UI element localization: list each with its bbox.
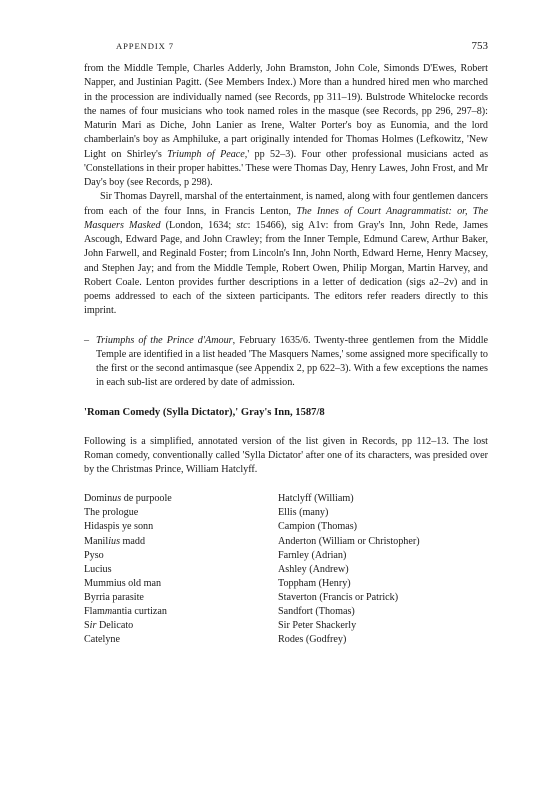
paragraph-3: Following is a simplified, annotated version of the list given in Records, pp 112–13. The lost Roman comedy, conventionally called 'Sylla Dictator' after one of its characters, was presided over by the Christmas Prince, William Hatclyff. bbox=[84, 435, 488, 475]
actor-row: Anderton (William or Christopher) bbox=[278, 535, 420, 547]
role-row: Catelyne bbox=[84, 634, 120, 646]
p2-text: Sir Thomas Dayrell, marshal of the entertainment, is named, along with four gentlemen dancers from each of the four Inns, in Francis Lenton, bbox=[84, 191, 488, 217]
p1-title: Triumph of Peace, bbox=[167, 148, 248, 160]
actor-row: Ashley (Andrew) bbox=[278, 563, 349, 575]
actor-row: Sir Peter Shackerly bbox=[278, 620, 357, 632]
role-row: Manilius madd bbox=[84, 535, 146, 547]
role-row: Pyso bbox=[84, 549, 104, 561]
role-row: Hidaspis ye sonn bbox=[84, 521, 154, 533]
role-row: Sir Delicato bbox=[84, 620, 134, 632]
role-row: Lucius bbox=[84, 563, 112, 575]
actor-row: Sandfort (Thomas) bbox=[278, 606, 355, 617]
paragraph-1 bbox=[84, 62, 488, 190]
paragraph-2 bbox=[84, 190, 488, 318]
bullet-title: Triumphs of the Prince d'Amour bbox=[96, 334, 233, 346]
actor-row: Staverton (Francis or Patrick) bbox=[278, 591, 399, 603]
role-row: Mummius old man bbox=[84, 577, 162, 589]
actor-row: Ellis (many) bbox=[278, 507, 329, 519]
p1-text: from the Middle Temple, Charles Adderly, John Bramston, John Cole, Simonds D'Ewes, Robert Napper, and Justinian Pagitt. (See Members Index.) More than a hundred hired men who marched in the procession are individually named (see Records, pp 311–19). Bulstrode Whitelocke records the names of four musicians who took named roles in the masque (see Records, pp 296, 297–8): Maturin Mari as Diche, John Lanier as Irene, Walter Porter's boy as Eunomia, and the lord chamberlain's boy as Amphiluke, a part originally intended for Thomas Holmes (Lefkowitz, 'New Light on Shirley's bbox=[84, 63, 488, 160]
bullet-text: , February 1635/6. Twenty-three gentlemen from the Middle Temple are identified in a list headed 'The Masquers Names,' some assigned more specifically to the first or the second antimasque (see Appendix 2, pp 622–3). With a few exceptions the names in each sub-list are ordered by date of admission. bbox=[96, 334, 488, 389]
page-number: 753 bbox=[471, 40, 488, 52]
page bbox=[84, 40, 488, 647]
role-row: Byrria parasite bbox=[84, 591, 144, 603]
cast-list bbox=[84, 492, 488, 647]
role-row: Flammantia curtizan bbox=[84, 606, 167, 617]
section-label: APPENDIX 7 bbox=[116, 41, 174, 51]
actor-row: Campion (Thomas) bbox=[278, 521, 358, 533]
section-heading: 'Roman Comedy (Sylla Dictator),' Gray's Inn, 1587/8 bbox=[84, 406, 325, 418]
role-row: Dominus de purpoole bbox=[84, 493, 172, 505]
p1-end: ' pp 52–3). Four other professional musicians acted as 'Constellations in their proper habittes.' These were Thomas Day, Henry Lawes, John Frost, and Mr Day's boy (see Records, p 298). bbox=[84, 148, 489, 188]
actor-row: Rodes (Godfrey) bbox=[278, 634, 347, 646]
role-row: The prologue bbox=[84, 507, 139, 519]
dash-marker: – bbox=[84, 334, 90, 346]
p2-end: : 15466), sig A1v: from Gray's Inn, John Rede, James Ascough, Edward Page, and John Crawley; from the Inner Temple, Edmund Carew, Arthur Baker, John Farwell, and Reginald Foster; from Lincoln's Inn, John North, Edward Herne, Henry Macsey, and Stephen Jay; and from the Middle Temple, Robert Owen, Philip Morgan, Martin Harvey, and Robert Coale. Lenton provides further descriptions in a letter of dedication (sigs a2–2v) and in poems addressed to each of the sixteen participants. The editors refer readers directly to this imprint. bbox=[84, 219, 488, 317]
bullet-item bbox=[84, 334, 488, 391]
actors-column bbox=[278, 492, 488, 647]
actor-row: Farnley (Adrian) bbox=[278, 549, 347, 561]
p2-stc: stc bbox=[236, 219, 248, 231]
roles-column bbox=[84, 492, 278, 647]
actor-row: Hatclyff (William) bbox=[278, 493, 354, 505]
running-head bbox=[84, 40, 488, 62]
p2-title: The Innes of Court Anagrammatist: or, The Masquers Masked bbox=[84, 205, 488, 231]
actor-row: Toppham (Henry) bbox=[278, 577, 351, 589]
p2-mid: (London, 1634; bbox=[160, 219, 237, 231]
